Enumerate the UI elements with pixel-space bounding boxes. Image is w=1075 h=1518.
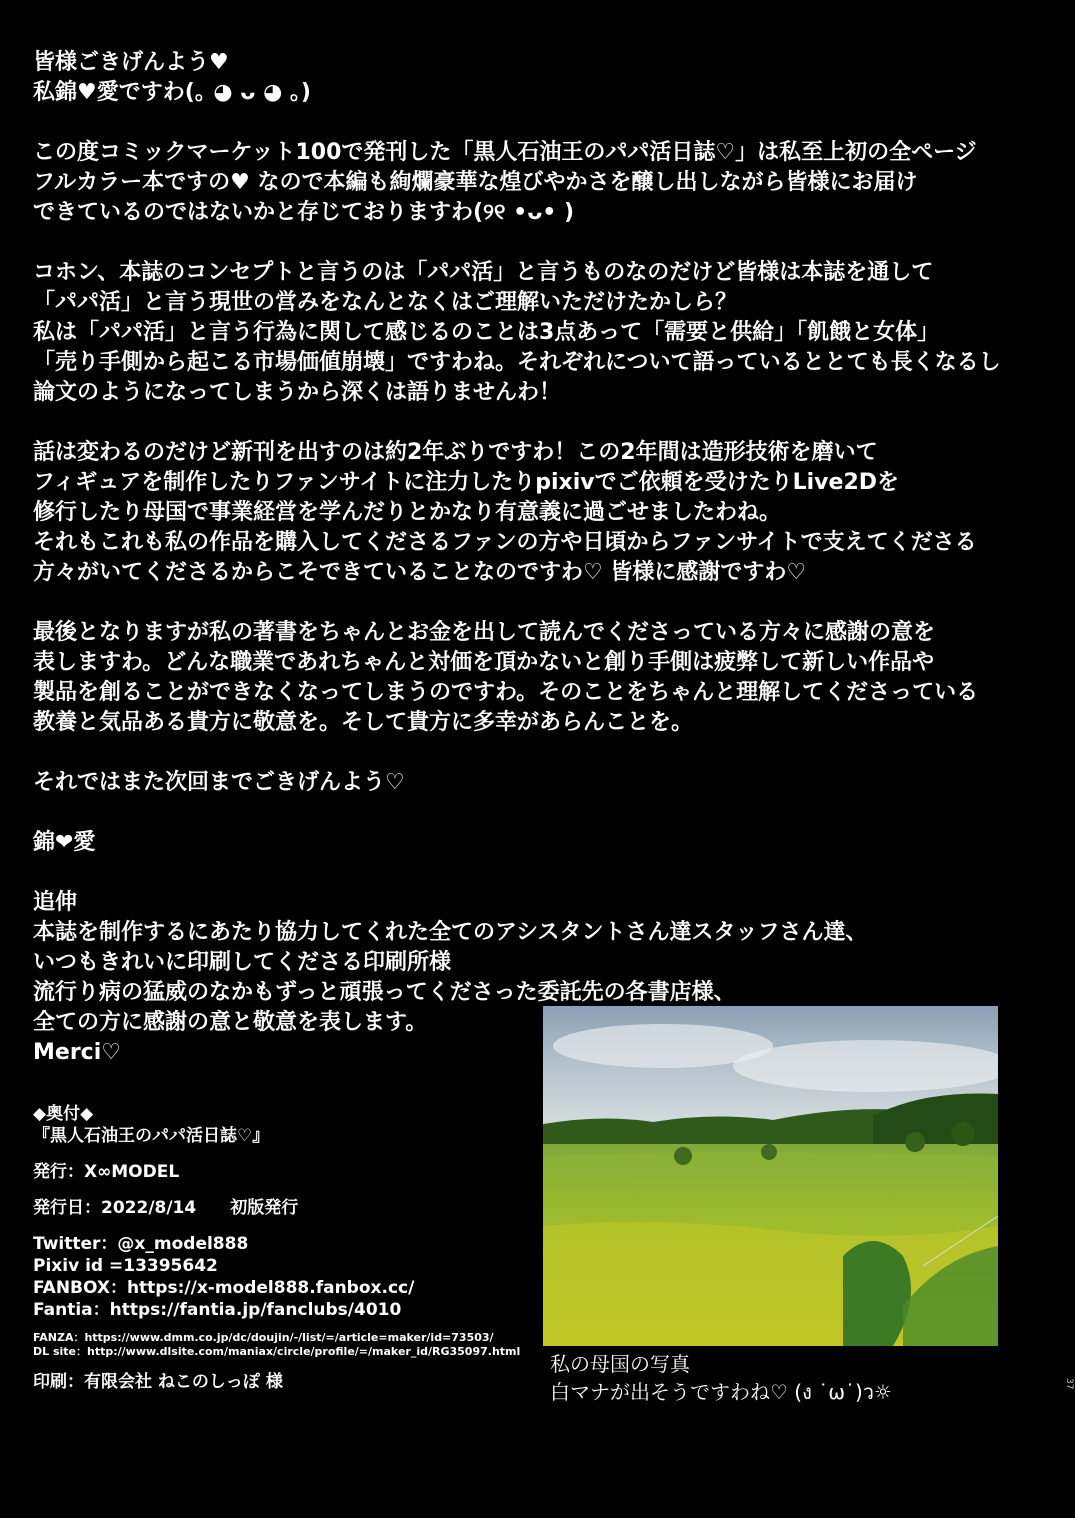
homeland-landscape-photo xyxy=(543,1006,998,1346)
paragraph-1-line: フルカラー本ですの♥ なので本編も絢爛豪華な煌びやかさを醸し出しながら皆様にお届け xyxy=(33,170,918,195)
photo-caption-line-2: 白マナが出そうですわね♡ (ง ˙ω˙)ว☼ xyxy=(550,1380,892,1404)
farewell-line: それではまた次回までごきげんよう♡ xyxy=(33,770,405,795)
colophon-date: 発行日：2022/8/14 xyxy=(33,1198,197,1218)
colophon xyxy=(33,1103,533,1393)
paragraph-2-line: 私は「パパ活」と言う行為に関して感じるのことは3点あって「需要と供給」「飢餓と女体」 xyxy=(33,320,940,345)
postscript-heading: 追伸 xyxy=(33,890,78,915)
greeting-line-1: 皆様ごきげんよう♥ xyxy=(33,50,229,75)
postscript-line: 流行り病の猛威のなかもずっと頑張ってくださった委託先の各書店様、 xyxy=(33,980,736,1005)
paragraph-4-line: 表しますわ。どんな職業であれちゃんと対価を頂かないと創り手側は疲弊して新しい作品や xyxy=(33,650,935,675)
colophon-publisher: 発行：X∞MODEL xyxy=(33,1162,180,1182)
colophon-dlsite: DL site：http://www.dlsite.com/maniax/circle/profile/=/maker_id/RG35097.html xyxy=(33,1345,521,1358)
colophon-fantia: Fantia：https://fantia.jp/fanclubs/4010 xyxy=(33,1300,402,1320)
postscript-line: 全ての方に感謝の意と敬意を表します。 xyxy=(33,1010,428,1035)
paragraph-3-line: 方々がいてくださるからこそできていることなのですわ♡ 皆様に感謝ですわ♡ xyxy=(33,560,807,585)
colophon-fanza: FANZA：https://www.dmm.co.jp/dc/doujin/-/list/=/article=maker/id=73503/ xyxy=(33,1331,494,1344)
paragraph-3-line: 修行したり母国で事業経営を学んだりとかなり有意義に過ごせましたわね。 xyxy=(33,500,782,525)
paragraph-2-line: 「パパ活」と言う現世の営みをなんとなくはご理解いただけたかしら？ xyxy=(33,290,738,315)
greeting-line-2: 私錦♥愛ですわ(｡ ◕ ᴗ ◕ ｡) xyxy=(33,80,311,105)
paragraph-2-line: 「売り手側から起こる市場価値崩壊」ですわね。それぞれについて語っているととても長くなるし xyxy=(33,350,1001,375)
colophon-twitter: Twitter：@x_model888 xyxy=(33,1234,249,1254)
paragraph-4-line: 教養と気品ある貴方に敬意を。そして貴方に多幸があらんことを。 xyxy=(33,710,694,735)
postscript-merci: Merci♡ xyxy=(33,1040,121,1065)
paragraph-1-line: できているのではないかと存じておりますわ(୨୧ •ᴗ• ) xyxy=(33,200,575,225)
paragraph-3-line: それもこれも私の作品を購入してくださるファンの方や日頃からファンサイトで支えてくださる xyxy=(33,530,977,555)
colophon-title: 『黒人石油王のパパ活日誌♡』 xyxy=(33,1126,270,1146)
signature: 錦❤愛 xyxy=(33,830,96,855)
page-number: 37 xyxy=(1064,1378,1074,1390)
colophon-date-row xyxy=(33,1197,533,1219)
colophon-printer: 印刷：有限会社 ねこのしっぽ 様 xyxy=(33,1372,283,1392)
paragraph-2-line: 論文のようになってしまうから深くは語りませんわ！ xyxy=(33,380,562,405)
paragraph-3-line: フィギュアを制作したりファンサイトに注力したりpixivでご依頼を受けたりLive2Dを xyxy=(33,470,900,495)
paragraph-4-line: 最後となりますが私の著書をちゃんとお金を出して読んでくださっている方々に感謝の意を xyxy=(33,620,936,645)
afterword-body xyxy=(33,48,1033,1068)
postscript-line: いつもきれいに印刷してくださる印刷所様 xyxy=(33,950,452,975)
colophon-fanbox: FANBOX：https://x-model888.fanbox.cc/ xyxy=(33,1278,415,1298)
paragraph-1-line: この度コミックマーケット100で発刊した「黒人石油王のパパ活日誌♡」は私至上初の全ページ xyxy=(33,140,977,165)
colophon-heading: ◆奥付◆ xyxy=(33,1104,94,1124)
colophon-pixiv: Pixiv id =13395642 xyxy=(33,1256,218,1276)
photo-caption xyxy=(550,1350,892,1406)
paragraph-3-line: 話は変わるのだけど新刊を出すのは約2年ぶりですわ！この2年間は造形技術を磨いて xyxy=(33,440,878,465)
postscript-line: 本誌を制作するにあたり協力してくれた全てのアシスタントさん達スタッフさん達、 xyxy=(33,920,868,945)
colophon-edition: 初版発行 xyxy=(230,1198,299,1218)
paragraph-4-line: 製品を創ることができなくなってしまうのですわ。そのことをちゃんと理解してくださっている xyxy=(33,680,979,705)
photo-caption-line-1: 私の母国の写真 xyxy=(550,1352,690,1376)
paragraph-2-line: コホン、本誌のコンセプトと言うのは「パパ活」と言うものなのだけど皆様は本誌を通して xyxy=(33,260,934,285)
